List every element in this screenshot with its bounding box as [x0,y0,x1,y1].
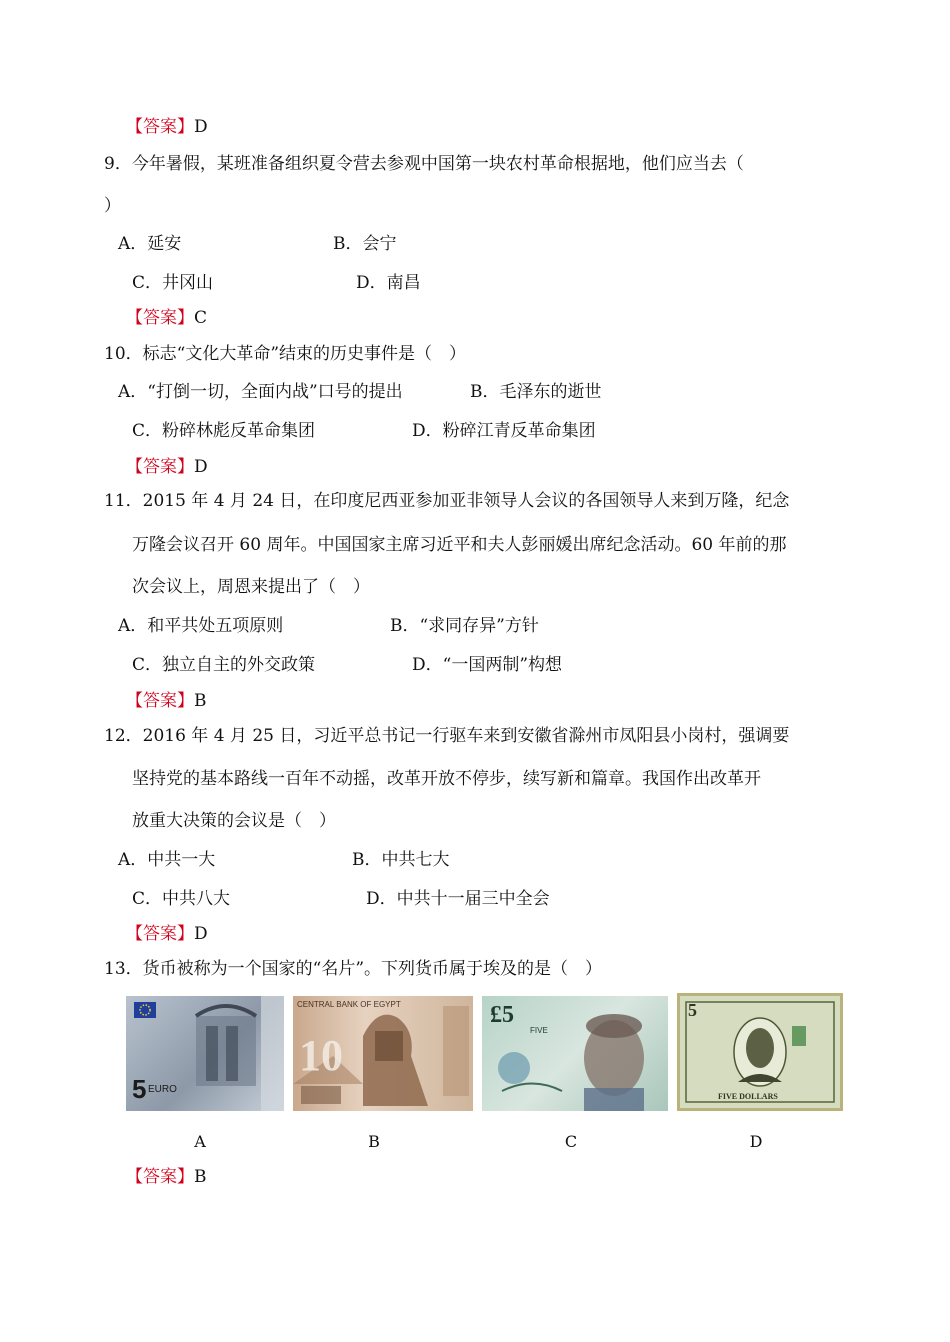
answer-tag: 【答案】 [126,924,194,944]
q10-option-b[interactable]: B．毛泽东的逝世 [470,382,602,402]
q10-option-d[interactable]: D．粉碎江青反革命集团 [412,421,596,441]
egypt-denomination: 10 [299,1031,343,1080]
banknote-c-uk[interactable] [482,996,668,1111]
answer-q13 [126,1165,207,1189]
banknote-a-euro[interactable] [126,996,284,1111]
caption-a: A [194,1132,206,1151]
euro-word: EURO [148,1084,177,1095]
uk-denomination: £5 [490,1002,514,1028]
q12-option-a[interactable]: A．中共一大 [118,850,216,870]
q10-option-c[interactable]: C．粉碎林彪反革命集团 [132,421,316,441]
caption-d: D [749,1132,763,1151]
question-13-stem: 13．货币被称为一个国家的“名片”。下列货币属于埃及的是（ ） [104,959,603,979]
answer-tag: 【答案】 [126,117,194,137]
answer-value: D [194,924,208,944]
answer-tag: 【答案】 [126,457,194,477]
q9-option-d[interactable]: D．南昌 [356,273,421,293]
answer-value: C [194,308,208,328]
usd-word: FIVE DOLLARS [718,1092,778,1101]
question-11-stem: 11．2015 年 4 月 24 日，在印度尼西亚参加亚非领导人会议的各国领导人来到万隆，纪念 [104,491,790,511]
answer-tag: 【答案】 [126,1167,194,1187]
question-9-stem: 9．今年暑假，某班准备组织夏令营去参观中国第一块农村革命根据地，他们应当去（ [104,154,744,174]
usd-denomination: 5 [688,1000,697,1020]
question-12-stem-cont: 坚持党的基本路线一百年不动摇，改革开放不停步，续写新和篇章。我国作出改革开 [132,769,761,789]
banknote-d-usd[interactable] [677,993,843,1111]
question-9-stem-cont: ） [104,196,121,216]
caption-b: B [368,1132,380,1151]
banknote-b-egypt[interactable] [293,996,473,1111]
answer-value: D [194,457,208,477]
euro-denomination: 5 [132,1074,147,1104]
caption-c: C [564,1132,578,1151]
q9-option-b[interactable]: B．会宁 [333,234,397,254]
answer-q9 [126,306,207,330]
answer-tag: 【答案】 [126,308,194,328]
answer-tag: 【答案】 [126,691,194,711]
question-11-stem-cont: 万隆会议召开 60 周年。中国国家主席习近平和夫人彭丽媛出席纪念活动。60 年前的那 [132,535,787,555]
question-12-stem-cont2: 放重大决策的会议是（ ） [132,811,336,831]
q11-option-d[interactable]: D．“一国两制”构想 [412,655,563,675]
q12-option-d[interactable]: D．中共十一届三中全会 [366,889,550,909]
q9-option-c[interactable]: C．井冈山 [132,273,214,293]
answer-q12 [126,922,208,946]
answer-q11 [126,689,207,713]
uk-word: FIVE [530,1026,548,1035]
answer-value: D [194,117,208,137]
q9-option-a[interactable]: A．延安 [118,234,182,254]
q11-option-b[interactable]: B．“求同存异”方针 [390,616,539,636]
q12-option-b[interactable]: B．中共七大 [352,850,450,870]
question-10-stem: 10．标志“文化大革命”结束的历史事件是（ ） [104,344,467,364]
q12-option-c[interactable]: C．中共八大 [132,889,231,909]
question-12-stem: 12．2016 年 4 月 25 日，习近平总书记一行驱车来到安徽省滁州市凤阳县小岗村，强调要 [104,726,790,746]
answer-value: B [194,691,207,711]
egypt-bank-name: CENTRAL BANK OF EGYPT [297,1000,401,1009]
answer-q8 [126,115,208,139]
question-11-stem-cont2: 次会议上，周恩来提出了（ ） [132,577,370,597]
q11-option-c[interactable]: C．独立自主的外交政策 [132,655,316,675]
q11-option-a[interactable]: A．和平共处五项原则 [118,616,284,636]
answer-q10 [126,455,208,479]
answer-value: B [194,1167,207,1187]
q10-option-a[interactable]: A．“打倒一切，全面内战”口号的提出 [118,382,403,402]
